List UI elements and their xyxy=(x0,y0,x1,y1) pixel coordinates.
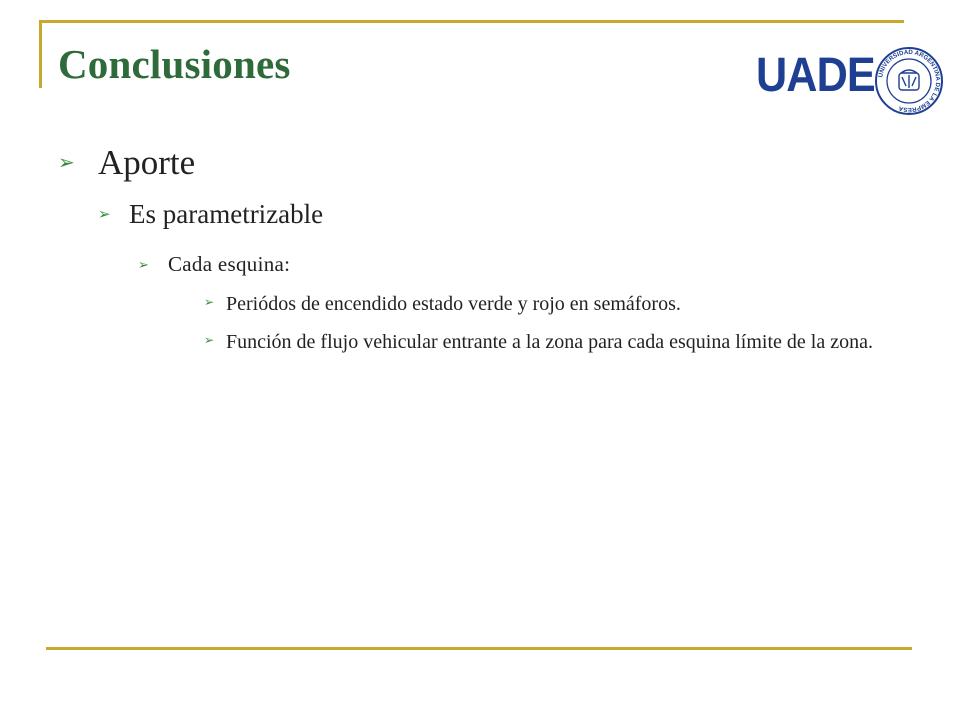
bullet-arrow-icon: ➢ xyxy=(204,333,215,347)
uade-logo xyxy=(756,46,946,116)
bullet-level-3: Cada esquina: xyxy=(168,252,291,276)
university-seal-icon xyxy=(874,46,944,116)
bullet-arrow-icon: ➢ xyxy=(58,152,75,174)
bullet-level-1: Aporte xyxy=(98,143,196,182)
bullet-level-4-periods: Periódos de encendido estado verde y rojo en semáforos. xyxy=(226,293,681,315)
bullet-arrow-icon: ➢ xyxy=(204,295,215,309)
top-rule xyxy=(40,20,904,23)
bullet-arrow-icon: ➢ xyxy=(98,207,111,223)
svg-text:UNIVERSIDAD ARGENTINA DE LA EM: UNIVERSIDAD ARGENTINA DE LA EMPRESA xyxy=(877,48,942,114)
bottom-rule xyxy=(46,647,912,650)
bullet-arrow-icon: ➢ xyxy=(138,257,149,272)
left-rule xyxy=(39,20,42,88)
slide-title: Conclusiones xyxy=(58,41,291,87)
logo-wordmark: UADE xyxy=(756,49,875,102)
bullet-level-2: Es parametrizable xyxy=(129,199,324,229)
bullet-level-4-flow: Función de flujo vehicular entrante a la zona para cada esquina límite de la zona. xyxy=(226,331,873,353)
